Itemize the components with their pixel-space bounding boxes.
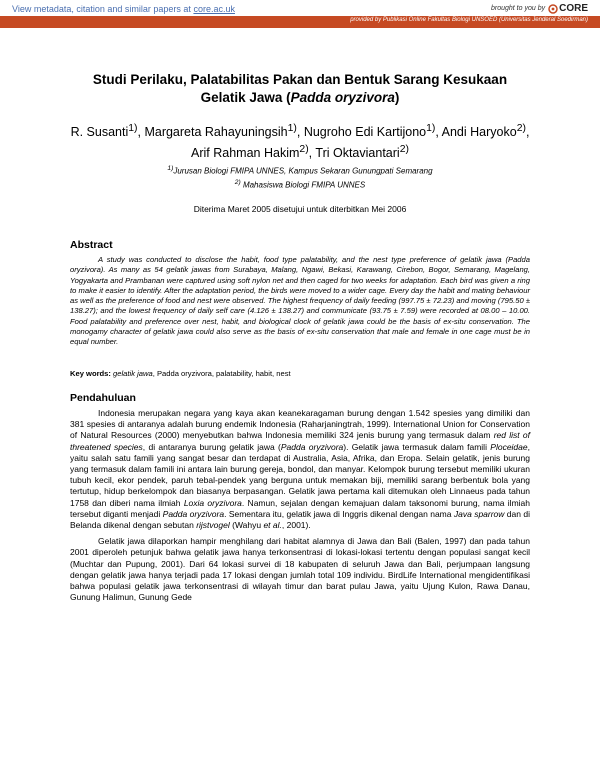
author-name: R. Susanti — [70, 125, 129, 140]
affiliation-1 — [80, 163, 520, 177]
text-run: , 2001). — [281, 520, 311, 531]
author — [144, 125, 296, 139]
author-sup: 1) — [128, 123, 138, 134]
author-sup: 2) — [299, 144, 309, 156]
core-link[interactable]: core.ac.uk — [193, 4, 235, 14]
text-run: , yaitu salah satu famili yang sangat besar dan terdapat di Australia, Asia, Afrika, dan Eropa. Selain gelatik, jenis burung yang termasuk dalam famili ini antara lain burung gereja, bondol, dan manyar. Kelompok burung tersebut memiliki ukuran tubuh kecil, ekor pendek, paruh tebal-pendek yang berguna untuk memakan biji, memiliki sarang berbentuk bola yang tertutup, hidup berkelompok dan biasanya berpasangan. Gelatik jawa pertama kali ditemukan oleh Linnaeus pada tahun 1758 dan diberi nama ilmiah — [70, 441, 530, 508]
affiliations — [80, 163, 520, 190]
author-list: R. Susanti$^{1)}$, Margareta Rahayuningsih$^{1)}$, Nugroho Edi Kartijono$^{1)}$, Andi Haryoko$^{2)}$, Arif Rahman Hakim$^{2)}$, Tri Oktaviantari$^{2)}$ — [70, 123, 530, 161]
abstract-part: gelatik jawas — [166, 265, 212, 275]
core-label: CORE — [559, 3, 588, 14]
text-run: Padda oryzivora — [162, 508, 225, 519]
paper-title — [60, 71, 540, 107]
abstract-part: from Surabaya, Malang, Ngawi, Bekasi, Karawang, Cirebon, Bogor, Semarang, Magelang, Yogyakarta and Prambanan were captured using soft nylon net and then caged for two weeks for adaptation. Each bird was given a ring to make it easier to identify. After the adaptation period, the birds were moved to a wider cage. Every day the habit and mating behaviour as well as the preference of food and nest were observed. The highest frequency of daily feeding (997.75 ± 72.23) and moving (795.50 ± 138.27); and the lowest frequency of daily self care (4.126 ± 138.27) and communicate (93.75 ± 7.59) were recorded at 08.00 – 10.00. Food palatability and preference over nest, habit, and biological clock of gelatik jawa could be the basis of ex-situ conservation. The monogamy character of gelatik jawa could also serve as the basis of ex-situ conservation that male and female in one cage must be in equal number. — [70, 265, 530, 347]
author — [304, 125, 436, 139]
metadata-notice — [12, 4, 235, 14]
author-name: Nugroho Edi Kartijono — [303, 125, 427, 140]
paragraph-2: Gelatik jawa dilaporkan hampir menghilang dari habitat alamnya di Jawa dan Bali (Balen, 1997) dan pada tahun 2001 diperoleh petunjuk bahwa gelatik jawa hanya terkonsentrasi di lokasi-lokasi tertentu dengan populasi sangat kecil (Muchtar dan Pupung, 2001). Dari 64 lokasi survei di 18 kabupaten di seluruh Jawa dan Bali, perjumpaan langsung dengan gelatik jawa hanya terjadi pada 17 lokasi dengan jumlah total 109 individu. BirdLife International mengidentifikasi bahwa populasi gelatik jawa terkonsentrasi di wilayah timur dan barat pulau Jawa, yaitu Ujung Kulon, Rawa Danau, Gunung Halimun, Gunung Gede — [70, 536, 530, 603]
keywords-part: gelatik jawa — [110, 369, 153, 378]
abstract-text — [70, 255, 530, 348]
core-banner — [0, 0, 600, 28]
abstract-part: As many as 54 — [108, 265, 167, 275]
brought-by-text: brought to you by — [491, 5, 546, 12]
abstract-heading: Abstract — [70, 239, 113, 251]
text-run: red list of threatened species — [70, 430, 530, 452]
affiliation-sup: 1) — [167, 165, 174, 172]
provided-by-text: provided by Publikasi Online Fakultas Biologi UNSOED (Universitas Jenderal Soedirman) — [350, 17, 588, 23]
text-run: et al. — [263, 520, 282, 531]
keywords-label: Key words: — [70, 369, 111, 378]
affiliation-text: Mahasiswa Biologi FMIPA UNNES — [240, 180, 366, 190]
text-run: , di antaranya burung gelatik jawa ( — [142, 441, 281, 452]
text-run: Indonesia merupakan negara yang kaya akan keanekaragaman burung dengan 1.542 spesies yang dimiliki dan 381 spesies di antaranya adalah burung endemik Indonesia (Raharjaningtrah, 1999). International Union for Conservation of Natural Resources (2000) menyebutkan bahwa Indonesia memiliki 324 jenis burung yang termasuk dalam — [70, 408, 530, 441]
affiliation-sup: 2) — [234, 178, 241, 186]
author — [315, 146, 409, 160]
text-run: Ploceidae — [490, 441, 528, 452]
core-logo-icon — [548, 4, 558, 14]
text-run: Loxia oryzivora — [183, 497, 242, 508]
core-logo — [548, 3, 588, 14]
author-sup: 1) — [426, 123, 436, 134]
author-name: Tri Oktaviantari — [315, 146, 400, 161]
text-run: rijstvogel — [196, 520, 230, 531]
title-species: Padda oryzivora — [290, 90, 395, 105]
affiliation-text: Jurusan Biologi FMIPA UNNES, Kampus Sekaran Gunungpati Semarang — [173, 166, 433, 176]
title-line-2-post: ) — [394, 90, 400, 105]
text-run: (Wahyu — [229, 520, 264, 531]
abstract-part: (Padda oryzivora). — [70, 255, 530, 275]
author-sup: 2) — [516, 123, 526, 134]
received-date: Diterima Maret 2005 disetujui untuk diterbitkan Mei 2006 — [193, 204, 407, 214]
pendahuluan-body — [70, 408, 530, 603]
author-sup: 1) — [287, 123, 297, 134]
title-line-2-pre: Gelatik Jawa ( — [200, 90, 291, 105]
text-run: dan di Belanda dikenal dengan sebutan — [70, 508, 530, 531]
provided-by-bar — [0, 16, 600, 28]
title-line-1: Studi Perilaku, Palatabilitas Pakan dan Bentuk Sarang Kesukaan — [92, 72, 508, 87]
author — [71, 125, 138, 139]
author-name: Margareta Rahayuningsih — [144, 125, 288, 140]
keywords-part: , Padda oryzivora, palatability, habit, nest — [152, 369, 291, 378]
author-name: Arif Rahman Hakim — [191, 146, 300, 161]
author — [191, 146, 309, 160]
title-line-2 — [60, 89, 540, 107]
affiliation-2 — [80, 177, 520, 191]
abstract-part: A study was conducted to disclose the habit, food type palatability, and the nest type preference of — [98, 255, 461, 264]
author-name: Andi Haryoko — [441, 125, 517, 140]
abstract-part: gelatik jawa — [460, 255, 502, 264]
text-run: . Sementara itu, gelatik jawa di Inggris dikenal dengan nama — [224, 508, 454, 519]
author — [442, 125, 526, 139]
text-run: Java sparrow — [453, 508, 505, 519]
keywords — [70, 369, 530, 378]
text-run: Padda oryzivora — [280, 441, 344, 452]
author-sup: 2) — [399, 144, 409, 156]
core-attribution[interactable] — [491, 3, 588, 14]
text-run: . Namun, sejalan dengan kemajuan dalam taksonomi burung, nama ilmiah tersebut diganti menjadi — [70, 497, 530, 519]
pendahuluan-heading: Pendahuluan — [70, 392, 136, 404]
metadata-text: View metadata, citation and similar papers at — [12, 4, 194, 14]
text-run: ). Gelatik jawa termasuk dalam famili — [343, 441, 491, 452]
paragraph-1 — [70, 408, 530, 531]
